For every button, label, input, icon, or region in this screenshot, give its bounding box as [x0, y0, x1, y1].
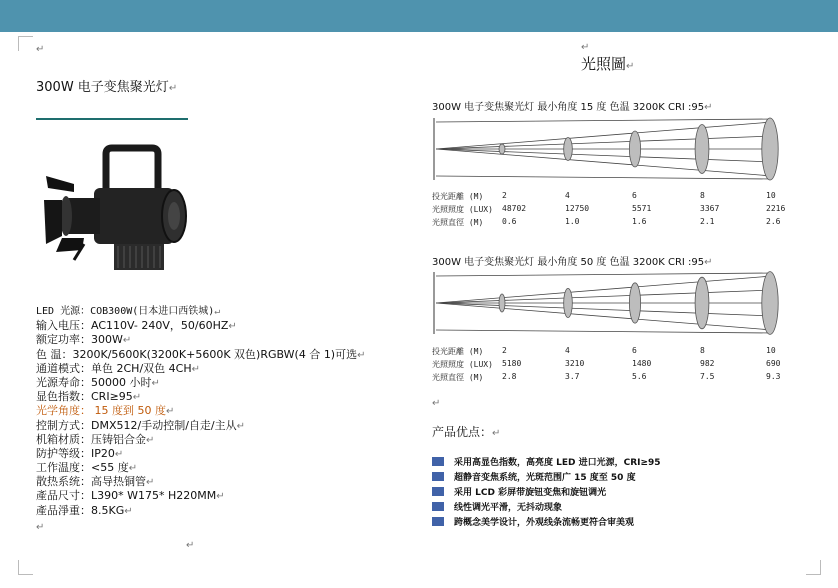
- advantage-item: [432, 499, 732, 514]
- table-cell: 10: [766, 191, 776, 200]
- spec-value: L390* W175* H220MM: [91, 489, 217, 503]
- spec-row: 光源寿命：50000 小时↵: [36, 375, 160, 389]
- table-row-label: 光照照度 (LUX): [432, 360, 493, 369]
- paragraph-mark: ↵: [432, 398, 441, 409]
- table-row: [432, 346, 792, 359]
- table-cell: 1.0: [565, 217, 580, 226]
- chart-title: 300W 电子变焦聚光灯 最小角度 15 度 色温 3200K CRI :95↵: [432, 102, 713, 113]
- spec-label: 控制方式：: [36, 418, 91, 432]
- spec-label: 防护等级：: [36, 446, 91, 460]
- beam-spot: [629, 283, 640, 323]
- table-cell: 8: [700, 346, 705, 355]
- spec-label: LED 光源：: [36, 306, 91, 317]
- beam-line: [436, 149, 772, 162]
- spec-list: [36, 305, 416, 518]
- beam-line: [436, 136, 772, 149]
- spec-label: 光学角度：: [36, 404, 91, 418]
- advantage-text: 采用高显色指数，高亮度 LED 进口光源，CRI≥95: [454, 458, 661, 468]
- product-title: 300W 电子变焦聚光灯↵: [36, 80, 178, 95]
- bullet-square-icon: [432, 502, 444, 511]
- beam-diagram-50: [432, 270, 788, 336]
- spotlight-fixture-image: [44, 140, 204, 280]
- table-cell: 2.1: [700, 217, 715, 226]
- spec-label: 机箱材质：: [36, 432, 91, 446]
- table-cell: 2.6: [766, 217, 781, 226]
- table-row: [432, 191, 792, 204]
- beam-line: [436, 119, 772, 122]
- table-row: [432, 359, 792, 372]
- table-cell: 4: [565, 191, 570, 200]
- table-cell: 4: [565, 346, 570, 355]
- beam-line: [436, 149, 772, 176]
- table-cell: 0.6: [502, 217, 517, 226]
- table-row-label: 投光距離 (M): [432, 347, 484, 356]
- advantage-text: 线性调光平滑，无抖动现象: [454, 503, 563, 513]
- spec-value: 8.5KG: [91, 503, 125, 517]
- photometric-table-50: [432, 346, 792, 385]
- table-row: [432, 372, 792, 385]
- table-cell: 2.8: [502, 372, 517, 381]
- bullet-square-icon: [432, 517, 444, 526]
- spec-row: 显色指数：CRI≥95↵: [36, 390, 142, 404]
- spec-label: 显色指数：: [36, 390, 91, 404]
- table-cell: 982: [700, 359, 715, 368]
- table-cell: 2: [502, 346, 507, 355]
- spec-label: 色 温：: [36, 347, 73, 361]
- table-cell: 7.5: [700, 372, 715, 381]
- spec-value: CRI≥95: [91, 390, 133, 404]
- beam-line: [436, 330, 772, 333]
- advantage-text: 跨概念美学设计，外观线条流畅更符合审美观: [454, 518, 635, 528]
- advantage-item: [432, 484, 732, 499]
- table-cell: 690: [766, 359, 781, 368]
- spec-value: IP20: [91, 446, 115, 460]
- beam-line: [436, 273, 772, 276]
- spec-value: 50000 小时: [91, 375, 152, 389]
- beam-line: [436, 122, 772, 149]
- spec-value: 压铸铝合金: [91, 432, 146, 446]
- table-row-label: 光照照度 (LUX): [432, 205, 493, 214]
- spec-row: 额定功率：300W↵: [36, 333, 132, 347]
- beam-line: [436, 276, 772, 303]
- beam-line: [436, 303, 772, 316]
- photometric-table-15: [432, 191, 792, 230]
- table-cell: 48702: [502, 204, 527, 213]
- spec-row: 工作温度：<55 度↵: [36, 461, 138, 475]
- spec-value: <55 度: [91, 461, 129, 475]
- advantage-item: [432, 469, 732, 484]
- spec-label: 產品尺寸：: [36, 489, 91, 503]
- bullet-square-icon: [432, 472, 444, 481]
- spec-value: COB300W(日本进口西铁城): [90, 306, 215, 317]
- table-row-label: 投光距離 (M): [432, 192, 484, 201]
- spec-label: 工作温度：: [36, 461, 91, 475]
- page-corner-mark: [806, 560, 821, 575]
- beam-spot: [499, 294, 505, 312]
- spec-row: 输入电压：AC110V- 240V，50/60HZ↵: [36, 319, 237, 333]
- advantage-text: 采用 LCD 彩屏带旋钮变焦和旋钮调光: [454, 488, 607, 498]
- paragraph-mark: ↵: [186, 540, 195, 551]
- advantages-list: [432, 454, 732, 529]
- advantages-title: 产品优点：↵: [432, 425, 501, 439]
- chart-title: 300W 电子变焦聚光灯 最小角度 50 度 色温 3200K CRI :95↵: [432, 257, 713, 268]
- bullet-square-icon: [432, 457, 444, 466]
- spec-row: 散热系统：高导热铜管↵: [36, 475, 155, 489]
- spec-value: 高导热铜管: [91, 475, 146, 489]
- spec-row: 色 温：3200K/5600K(3200K+5600K 双色)RGBW(4 合 1)可选↵: [36, 347, 366, 361]
- table-row: [432, 204, 792, 217]
- table-cell: 10: [766, 346, 776, 355]
- paragraph-mark: ↵: [36, 44, 45, 55]
- spec-value: 15 度到 50 度: [91, 404, 166, 418]
- table-row-label: 光照直徑 (M): [432, 373, 484, 382]
- advantage-item: [432, 514, 732, 529]
- table-cell: 3210: [565, 359, 585, 368]
- spec-label: 输入电压：: [36, 319, 91, 333]
- spec-row: 通道模式：单色 2CH/双色 4CH↵: [36, 361, 200, 375]
- title-underline: [36, 118, 188, 120]
- beam-spot: [695, 125, 709, 174]
- spec-label: 通道模式：: [36, 361, 91, 375]
- table-cell: 2216: [766, 204, 786, 213]
- table-cell: 8: [700, 191, 705, 200]
- beam-line: [436, 290, 772, 303]
- paragraph-mark: ↵: [581, 42, 590, 53]
- table-cell: 5571: [632, 204, 652, 213]
- beam-spot: [762, 118, 778, 180]
- spec-row: LED 光源：COB300W(日本进口西铁城)↵: [36, 305, 416, 319]
- spec-value: 300W: [91, 333, 123, 347]
- advantage-text: 超静音变焦系统，光斑范围广 15 度至 50 度: [454, 473, 636, 483]
- advantage-item: [432, 454, 732, 469]
- page-corner-mark: [18, 36, 33, 51]
- beam-spot: [499, 144, 505, 154]
- table-row-label: 光照直徑 (M): [432, 218, 484, 227]
- spec-row: 机箱材质：压铸铝合金↵: [36, 432, 155, 446]
- beam-spot: [695, 277, 709, 329]
- spec-value: DMX512/手动控制/自走/主从: [91, 418, 237, 432]
- bullet-square-icon: [432, 487, 444, 496]
- spec-row: 產品淨重：8.5KG↵: [36, 503, 133, 517]
- spec-row: 光学角度： 15 度到 50 度↵: [36, 404, 175, 418]
- beam-line: [436, 303, 772, 330]
- table-cell: 5.6: [632, 372, 647, 381]
- table-cell: 9.3: [766, 372, 781, 381]
- spec-value: 3200K/5600K(3200K+5600K 双色)RGBW(4 合 1)可选: [72, 347, 358, 361]
- spec-value: AC110V- 240V，50/60HZ: [91, 319, 229, 333]
- beam-line: [436, 176, 772, 179]
- beam-spot: [564, 288, 573, 317]
- table-cell: 6: [632, 191, 637, 200]
- table-cell: 12750: [565, 204, 590, 213]
- table-cell: 1480: [632, 359, 652, 368]
- spec-value: 单色 2CH/双色 4CH: [91, 361, 192, 375]
- spec-row: 控制方式：DMX512/手动控制/自走/主从↵: [36, 418, 246, 432]
- spec-row: 防护等级：IP20↵: [36, 446, 124, 460]
- spec-label: 额定功率：: [36, 333, 91, 347]
- spec-label: 產品淨重：: [36, 503, 91, 517]
- spec-label: 散热系统：: [36, 475, 91, 489]
- page-corner-mark: [18, 560, 33, 575]
- beam-spot: [762, 272, 778, 335]
- beam-diagram-15: [432, 116, 788, 182]
- paragraph-mark: ↵: [36, 522, 45, 533]
- table-cell: 3.7: [565, 372, 580, 381]
- table-cell: 2: [502, 191, 507, 200]
- top-banner: [0, 0, 838, 32]
- beam-spot: [564, 138, 573, 161]
- table-cell: 1.6: [632, 217, 647, 226]
- spec-row: 產品尺寸：L390* W175* H220MM↵: [36, 489, 225, 503]
- section-title: 光照圖↵: [581, 55, 635, 73]
- table-cell: 6: [632, 346, 637, 355]
- table-cell: 5180: [502, 359, 522, 368]
- beam-spot: [629, 131, 640, 167]
- table-cell: 3367: [700, 204, 720, 213]
- table-row: [432, 217, 792, 230]
- spec-label: 光源寿命：: [36, 375, 91, 389]
